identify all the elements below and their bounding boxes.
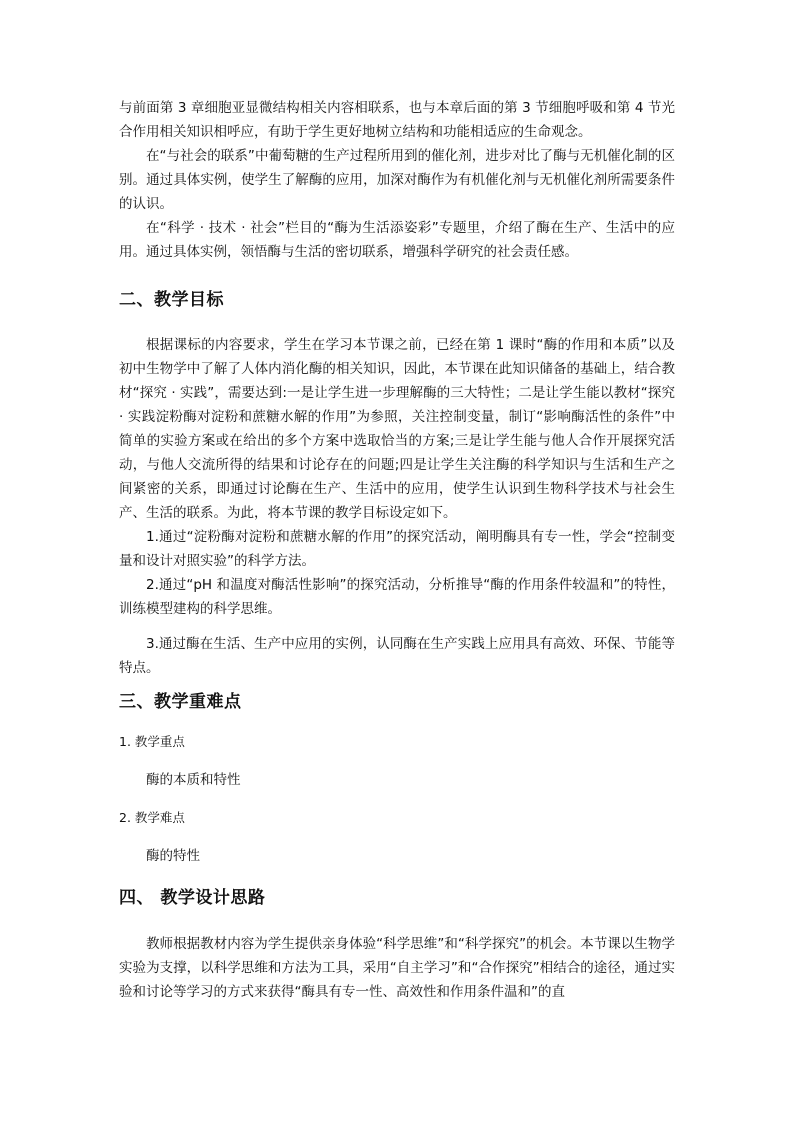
paragraph: 与前面第 3 章细胞亚显微结构相关内容相联系，也与本章后面的第 3 节细胞呼吸和第 4 节光合作用相关知识相呼应，有助于学生更好地树立结构和功能相适应的生命观念。 [119,100,675,140]
paragraph: 酶的特性 [146,848,200,864]
paragraph: 教师根据教材内容为学生提供亲身体验“科学思维”和“科学探究”的机会。本节课以生物学实验为支撑，以科学思维和方法为工具，采用“自主学习”和“合作探究”相结合的途径，通过实验和讨论等学习的方式来获得“酶具有专一性、高效性和作用条件温和”的直 [119,936,675,1000]
paragraph: 根据课标的内容要求，学生在学习本节课之前，已经在第 1 课时“酶的作用和本质”以及初中生物学中了解了人体内消化酶的相关知识，因此，本节课在此知识储备的基础上，结合教材“探究 · 实践”，需要达到:一是让学生进一步理解酶的三大特性；二是让学生能以教材“探究 · 实践淀粉酶对淀粉和蔗糖水解的作用”为参照，关注控制变量，制订“影响酶活性的条件”中简单的实验方案或在给出的多个方案中选取恰当的方案;三是让学生能与他人合作开展探究活动，与他人交流所得的结果和讨论存在的问题;四是让学生关注酶的科学知识与生活和生产之间紧密的关系，即通过讨论酶在生产、生活中的应用，使学生认识到生物科学技术与社会生产、生活的联系。为此，将本节课的教学目标设定如下。 [119,337,675,521]
document-page [119,96,675,1004]
section-heading: 二、教学目标 [119,290,224,310]
subheading: 2. 教学难点 [119,810,185,825]
paragraph: 在“与社会的联系”中葡萄糖的生产过程所用到的催化剂，进步对比了酶与无机催化制的区别。通过具体实例，使学生了解酶的应用，加深对酶作为有机催化剂与无机催化剂所需要条件的认识。 [119,148,675,212]
paragraph: 酶的本质和特性 [146,772,241,788]
paragraph: 在“科学 · 技术 · 社会”栏目的“酶为生活添姿彩”专题里，介绍了酶在生产、生活中的应用。通过具体实例，领悟酶与生活的密切联系，增强科学研究的社会责任感。 [119,220,675,260]
list-item: 1.通过“淀粉酶对淀粉和蔗糖水解的作用”的探究活动，阐明酶具有专一性，学会“控制变量和设计对照实验”的科学方法。 [119,529,675,569]
subheading: 1. 教学重点 [119,734,185,749]
list-item: 3.通过酶在生活、生产中应用的实例，认同酶在生产实践上应用具有高效、环保、节能等特点。 [119,636,675,676]
section-heading: 三、教学重难点 [119,692,242,712]
list-item: 2.通过“pH 和温度对酶活性影响”的探究活动，分析推导“酶的作用条件较温和”的特性，训练模型建构的科学思维。 [119,577,675,617]
section-heading: 四、 教学设计思路 [119,888,266,908]
